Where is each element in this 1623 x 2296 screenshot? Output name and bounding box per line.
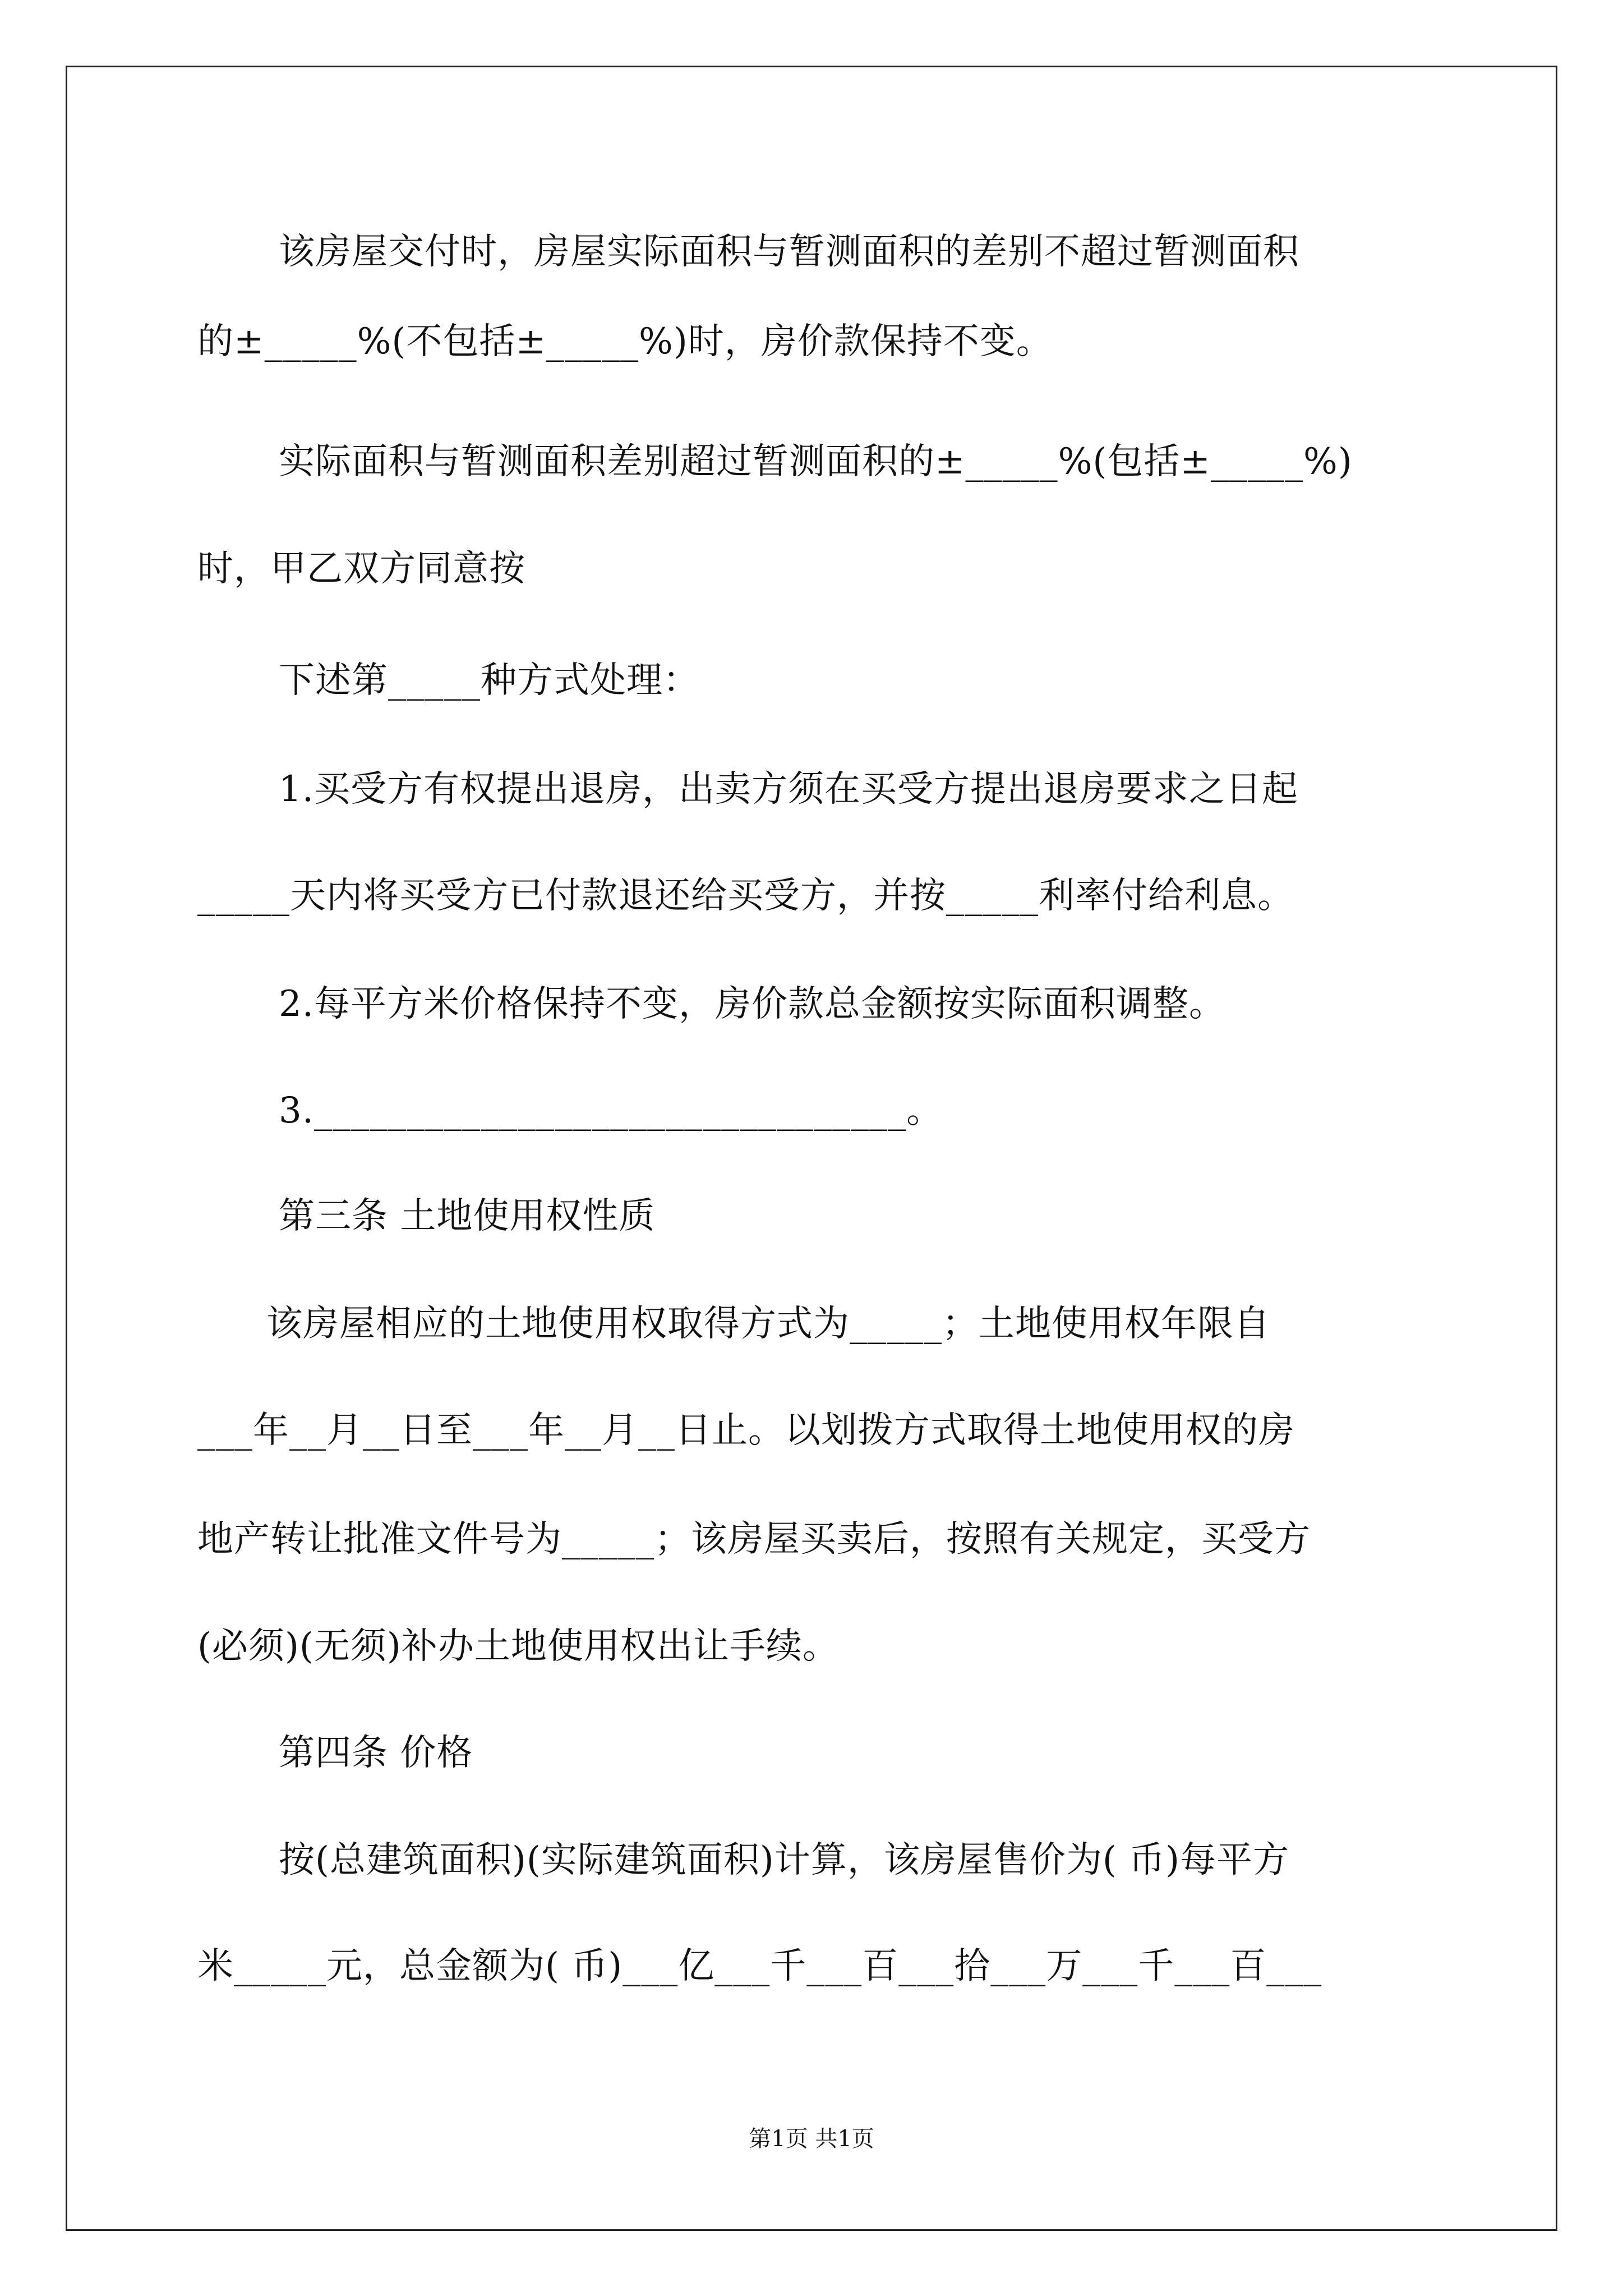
paragraph-line: 下述第_____种方式处理： [279,660,699,701]
paragraph-line: 的±_____%(不包括±_____%)时，房价款保持不变。 [197,321,1053,362]
paragraph-line: (必须)(无须)补办土地使用权出让手续。 [197,1626,839,1667]
paragraph-line: ___年__月__日至___年__月__日止。以划拨方式取得土地使用权的房 [197,1410,1295,1451]
paragraph-line: 时，甲乙双方同意按 [197,548,525,590]
paragraph-line: 2.每平方米价格保持不变，房价款总金额按实际面积调整。 [279,983,1226,1025]
page-footer: 第1页 共1页 [749,2126,874,2152]
paragraph-line: 按(总建筑面积)(实际建筑面积)计算，该房屋售价为( 币)每平方 [279,1839,1290,1881]
section-heading: 第三条 土地使用权性质 [279,1195,656,1237]
paragraph-line: 地产转让批准文件号为_____；该房屋买卖后，按照有关规定，买受方 [197,1519,1311,1560]
paragraph-line: 1.买受方有权提出退房，出卖方须在买受方提出退房要求之日起 [279,769,1299,810]
section-heading: 第四条 价格 [279,1732,473,1774]
paragraph-line: _____天内将买受方已付款退还给买受方，并按_____利率付给利息。 [197,875,1294,917]
paragraph-line: 该房屋相应的土地使用权取得方式为_____；土地使用权年限自 [266,1303,1270,1345]
paragraph-line: 米_____元，总金额为( 币)___亿___千___百___拾___万___千___百___ [197,1945,1322,1987]
paragraph-line: 3.________________________________。 [279,1090,943,1131]
paragraph-line: 实际面积与暂测面积差别超过暂测面积的±_____%(包括±_____%) [279,441,1353,482]
paragraph-line: 该房屋交付时，房屋实际面积与暂测面积的差别不超过暂测面积 [279,231,1299,273]
page-border [66,66,1557,2231]
